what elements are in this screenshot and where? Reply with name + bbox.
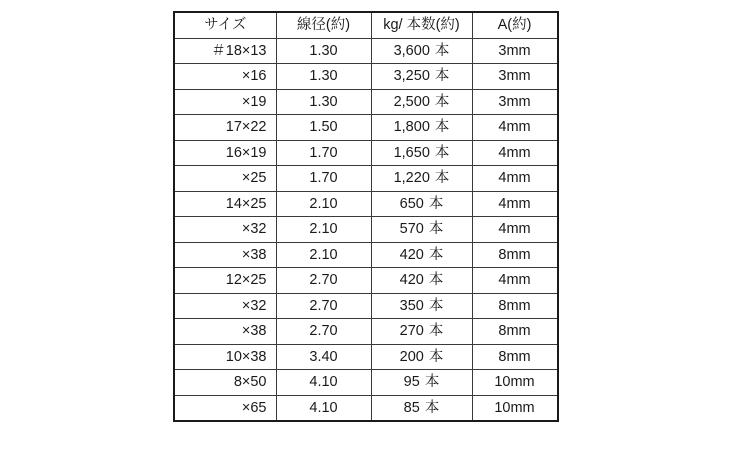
cell-wire-diameter: 1.70 [276, 166, 371, 192]
count-wrapper [400, 299, 444, 314]
count-value: 570 [399, 221, 424, 237]
header-a: A(約) [472, 12, 558, 38]
spec-table [173, 11, 559, 422]
cell-a: 3mm [472, 38, 558, 64]
cell-size: 14×25 [174, 191, 276, 217]
count-wrapper [400, 273, 444, 288]
cell-size: ＃18×13 [174, 38, 276, 64]
count-unit: 本 [434, 93, 450, 110]
count-unit: 本 [424, 374, 440, 390]
count-value: 420 [399, 246, 424, 263]
count-unit: 本 [428, 246, 444, 263]
table-row [174, 344, 558, 370]
count-value: 2,500 [393, 93, 430, 110]
table-row [174, 38, 558, 64]
count-wrapper [400, 222, 444, 237]
count-unit: 本 [434, 119, 450, 135]
count-wrapper [394, 95, 450, 110]
cell-size: ×16 [174, 64, 276, 90]
count-value: 650 [399, 195, 424, 212]
cell-count [371, 166, 472, 192]
cell-a: 4mm [472, 140, 558, 166]
count-wrapper [400, 350, 444, 365]
count-value: 3,250 [393, 68, 430, 84]
count-value: 95 [403, 374, 420, 390]
table-row [174, 64, 558, 90]
count-value: 1,650 [393, 144, 430, 161]
table-row [174, 140, 558, 166]
count-value: 3,600 [393, 42, 430, 59]
table-header-row [174, 12, 558, 38]
cell-wire-diameter: 2.10 [276, 191, 371, 217]
cell-count [371, 344, 472, 370]
cell-size: ×38 [174, 242, 276, 268]
count-unit: 本 [428, 221, 444, 237]
count-value: 200 [399, 348, 424, 365]
count-wrapper [404, 375, 440, 390]
header-wire-diameter: 線径(約) [276, 12, 371, 38]
header-count-per-kg: kg/ 本数(約) [371, 12, 472, 38]
count-unit: 本 [428, 195, 444, 212]
cell-wire-diameter: 4.10 [276, 370, 371, 396]
cell-size: ×32 [174, 217, 276, 243]
cell-a: 10mm [472, 370, 558, 396]
cell-a: 8mm [472, 293, 558, 319]
cell-size: 12×25 [174, 268, 276, 294]
count-value: 270 [399, 323, 424, 339]
table-row [174, 115, 558, 141]
cell-a: 8mm [472, 242, 558, 268]
header-size: サイズ [174, 12, 276, 38]
cell-a: 4mm [472, 166, 558, 192]
cell-count [371, 293, 472, 319]
count-unit: 本 [428, 297, 444, 314]
cell-wire-diameter: 2.70 [276, 319, 371, 345]
cell-count [371, 395, 472, 421]
count-wrapper [400, 197, 444, 212]
cell-a: 8mm [472, 344, 558, 370]
count-wrapper [394, 69, 450, 84]
count-wrapper [394, 120, 450, 135]
cell-size: ×25 [174, 166, 276, 192]
count-unit: 本 [428, 323, 444, 339]
cell-a: 3mm [472, 89, 558, 115]
cell-count [371, 217, 472, 243]
cell-size: 17×22 [174, 115, 276, 141]
cell-wire-diameter: 1.70 [276, 140, 371, 166]
cell-wire-diameter: 1.30 [276, 64, 371, 90]
cell-size: ×32 [174, 293, 276, 319]
cell-count [371, 38, 472, 64]
cell-wire-diameter: 3.40 [276, 344, 371, 370]
count-unit: 本 [424, 399, 440, 416]
cell-size: ×65 [174, 395, 276, 421]
cell-size: 8×50 [174, 370, 276, 396]
cell-wire-diameter: 2.10 [276, 242, 371, 268]
count-unit: 本 [428, 348, 444, 365]
cell-wire-diameter: 1.30 [276, 38, 371, 64]
cell-wire-diameter: 4.10 [276, 395, 371, 421]
cell-wire-diameter: 1.50 [276, 115, 371, 141]
count-unit: 本 [434, 42, 450, 59]
count-wrapper [404, 401, 440, 416]
spec-table-body [174, 12, 558, 421]
cell-size: ×38 [174, 319, 276, 345]
cell-count [371, 89, 472, 115]
count-value: 420 [399, 272, 424, 288]
count-value: 350 [399, 297, 424, 314]
cell-size: 16×19 [174, 140, 276, 166]
table-row [174, 395, 558, 421]
cell-a: 4mm [472, 268, 558, 294]
count-wrapper [394, 146, 450, 161]
table-row [174, 166, 558, 192]
cell-a: 4mm [472, 115, 558, 141]
count-wrapper [400, 248, 444, 263]
cell-count [371, 268, 472, 294]
cell-wire-diameter: 2.70 [276, 268, 371, 294]
count-value: 85 [403, 399, 420, 416]
cell-a: 10mm [472, 395, 558, 421]
cell-count [371, 115, 472, 141]
cell-a: 3mm [472, 64, 558, 90]
count-unit: 本 [434, 170, 450, 186]
count-unit: 本 [434, 68, 450, 84]
cell-size: 10×38 [174, 344, 276, 370]
table-row [174, 293, 558, 319]
table-row [174, 268, 558, 294]
table-row [174, 370, 558, 396]
cell-wire-diameter: 2.10 [276, 217, 371, 243]
count-value: 1,800 [393, 119, 430, 135]
count-wrapper [394, 171, 450, 186]
count-unit: 本 [434, 144, 450, 161]
cell-wire-diameter: 2.70 [276, 293, 371, 319]
count-unit: 本 [428, 272, 444, 288]
count-wrapper [400, 324, 444, 339]
table-row [174, 217, 558, 243]
table-row [174, 319, 558, 345]
cell-count [371, 242, 472, 268]
cell-wire-diameter: 1.30 [276, 89, 371, 115]
count-value: 1,220 [393, 170, 430, 186]
cell-count [371, 140, 472, 166]
cell-count [371, 191, 472, 217]
table-row [174, 242, 558, 268]
cell-count [371, 370, 472, 396]
cell-count [371, 64, 472, 90]
cell-a: 4mm [472, 217, 558, 243]
cell-a: 8mm [472, 319, 558, 345]
table-row [174, 89, 558, 115]
table-row [174, 191, 558, 217]
cell-count [371, 319, 472, 345]
count-wrapper [394, 44, 450, 59]
cell-a: 4mm [472, 191, 558, 217]
cell-size: ×19 [174, 89, 276, 115]
